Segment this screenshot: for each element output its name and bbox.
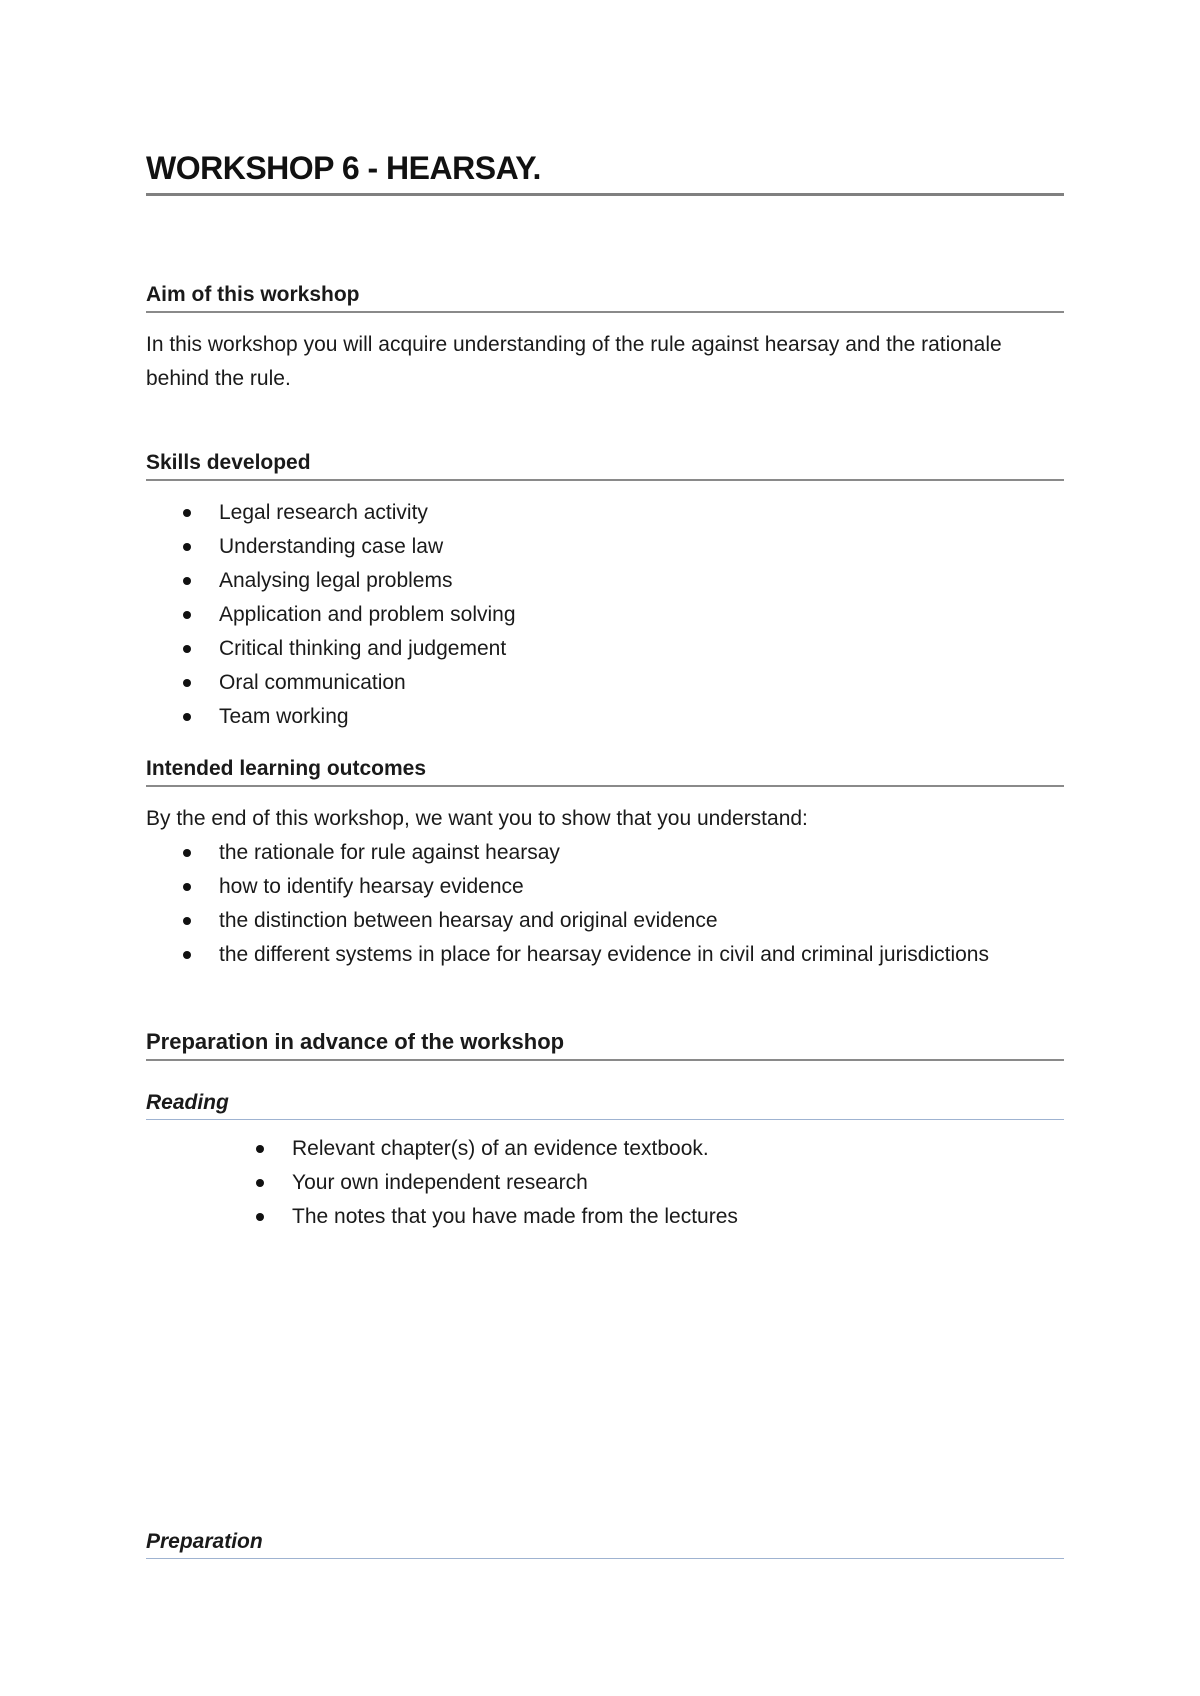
list-item: Understanding case law [146, 530, 516, 564]
list-item: Oral communication [146, 666, 516, 700]
skills-list [146, 496, 516, 734]
bullet-icon [183, 509, 191, 517]
bullet-icon [256, 1213, 264, 1221]
skills-heading: Skills developed [146, 451, 1064, 481]
preparation-heading: Preparation in advance of the workshop [146, 1029, 1064, 1061]
list-item: Your own independent research [219, 1166, 738, 1200]
bullet-icon [183, 849, 191, 857]
bullet-icon [256, 1179, 264, 1187]
bullet-icon [183, 543, 191, 551]
reading-heading: Reading [146, 1091, 1064, 1120]
outcomes-intro: By the end of this workshop, we want you to show that you understand: [146, 807, 808, 830]
list-item: Relevant chapter(s) of an evidence textbook. [219, 1132, 738, 1166]
list-item: Team working [146, 700, 516, 734]
list-item: the distinction between hearsay and original evidence [146, 904, 989, 938]
preparation-subheading: Preparation [146, 1530, 1064, 1559]
bullet-icon [183, 917, 191, 925]
list-item: Critical thinking and judgement [146, 632, 516, 666]
bullet-icon [183, 713, 191, 721]
bullet-icon [183, 611, 191, 619]
list-item: Legal research activity [146, 496, 516, 530]
bullet-icon [183, 645, 191, 653]
outcomes-list [146, 836, 989, 972]
bullet-icon [183, 577, 191, 585]
reading-list [219, 1132, 738, 1234]
bullet-icon [256, 1145, 264, 1153]
aim-text: In this workshop you will acquire understanding of the rule against hearsay and the rationale behind the rule. [146, 333, 1002, 390]
document-title: WORKSHOP 6 - HEARSAY. [146, 150, 1064, 196]
bullet-icon [183, 679, 191, 687]
list-item: Analysing legal problems [146, 564, 516, 598]
bullet-icon [183, 951, 191, 959]
list-item: the different systems in place for hearsay evidence in civil and criminal jurisdictions [146, 938, 989, 972]
document-page [146, 0, 1064, 1696]
list-item: the rationale for rule against hearsay [146, 836, 989, 870]
bullet-icon [183, 883, 191, 891]
list-item: The notes that you have made from the lectures [219, 1200, 738, 1234]
list-item: Application and problem solving [146, 598, 516, 632]
aim-heading: Aim of this workshop [146, 283, 1064, 313]
list-item: how to identify hearsay evidence [146, 870, 989, 904]
outcomes-heading: Intended learning outcomes [146, 757, 1064, 787]
